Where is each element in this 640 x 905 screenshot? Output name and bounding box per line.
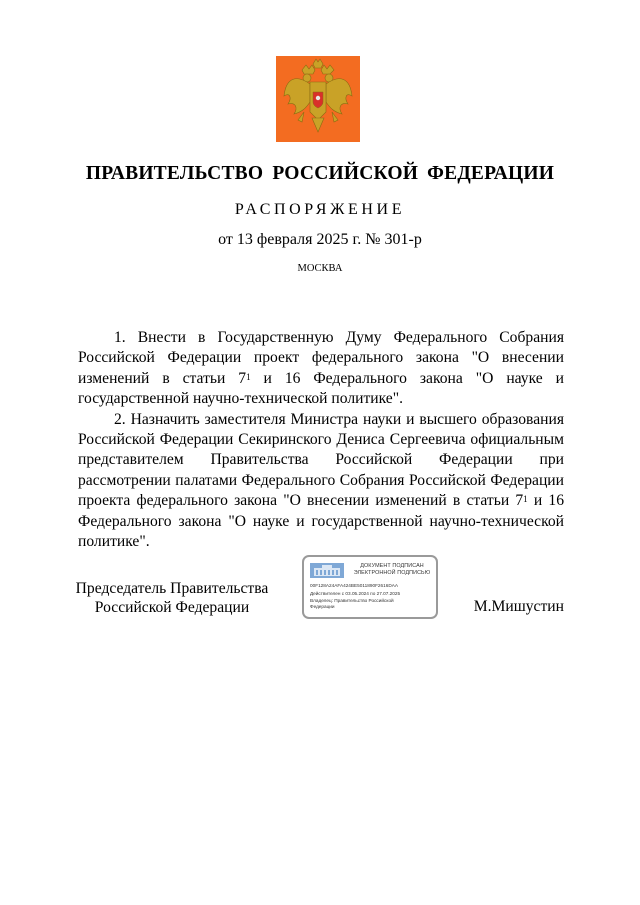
stamp-validity: Действителен с 03.05.2024 по 27.07.2025 (310, 591, 401, 596)
signer-name: М.Мишустин (473, 598, 564, 615)
document-body (78, 328, 564, 552)
stamp-owner-line-1: Владелец: Правительство Российской (310, 598, 394, 603)
document-date-number: от 13 февраля 2025 г. № 301-р (218, 231, 422, 248)
signer-position-line-2: Российской Федерации (94, 599, 250, 616)
paragraph-1 (78, 328, 564, 410)
document-type: РАСПОРЯЖЕНИЕ (234, 201, 406, 218)
paragraph-1-text-a: 1. Внести в Государственную Думу Федерального Собрания Российской Федерации проект федерального закона "О внесении изменений в статьи 7 (78, 329, 564, 387)
stamp-title (350, 563, 434, 577)
russian-coat-of-arms-icon (276, 56, 360, 142)
electronic-signature-stamp (302, 555, 438, 619)
stamp-owner-line-2: Федерации (310, 604, 335, 609)
paragraph-2 (78, 410, 564, 553)
superscript: 1 (246, 371, 251, 382)
stamp-title-line-1: ДОКУМЕНТ ПОДПИСАН (360, 563, 424, 569)
signer-position-line-1: Председатель Правительства (75, 580, 269, 597)
document-city: МОСКВА (297, 263, 343, 274)
paragraph-1-text-b: и 16 Федерального закона "О науке и государственной научно-технической политике". (78, 369, 565, 408)
stamp-certificate: 00F128A24AFA424BE5011890F2616DAA (310, 583, 399, 588)
signer-position (74, 579, 270, 617)
paragraph-2-text-a: 2. Назначить заместителя Министра науки и высшего образования Российской Федерации Секиринского Дениса Сергеевича официальным представителем Правительства Российской Федерации при рассмотрении палатами Федерального Собрания Российской Федерации проекта федерального закона "О внесении изменений в статьи 7 (78, 410, 564, 510)
issuer-title: ПРАВИТЕЛЬСТВО РОССИЙСКОЙ ФЕДЕРАЦИИ (85, 163, 555, 184)
government-building-icon (310, 563, 344, 578)
paragraph-2-text-b: и 16 Федерального закона "О науке и государственной научно-технической политике". (78, 492, 564, 551)
superscript: 1 (523, 494, 528, 505)
stamp-title-line-2: ЭЛЕКТРОННОЙ ПОДПИСЬЮ (353, 570, 431, 576)
